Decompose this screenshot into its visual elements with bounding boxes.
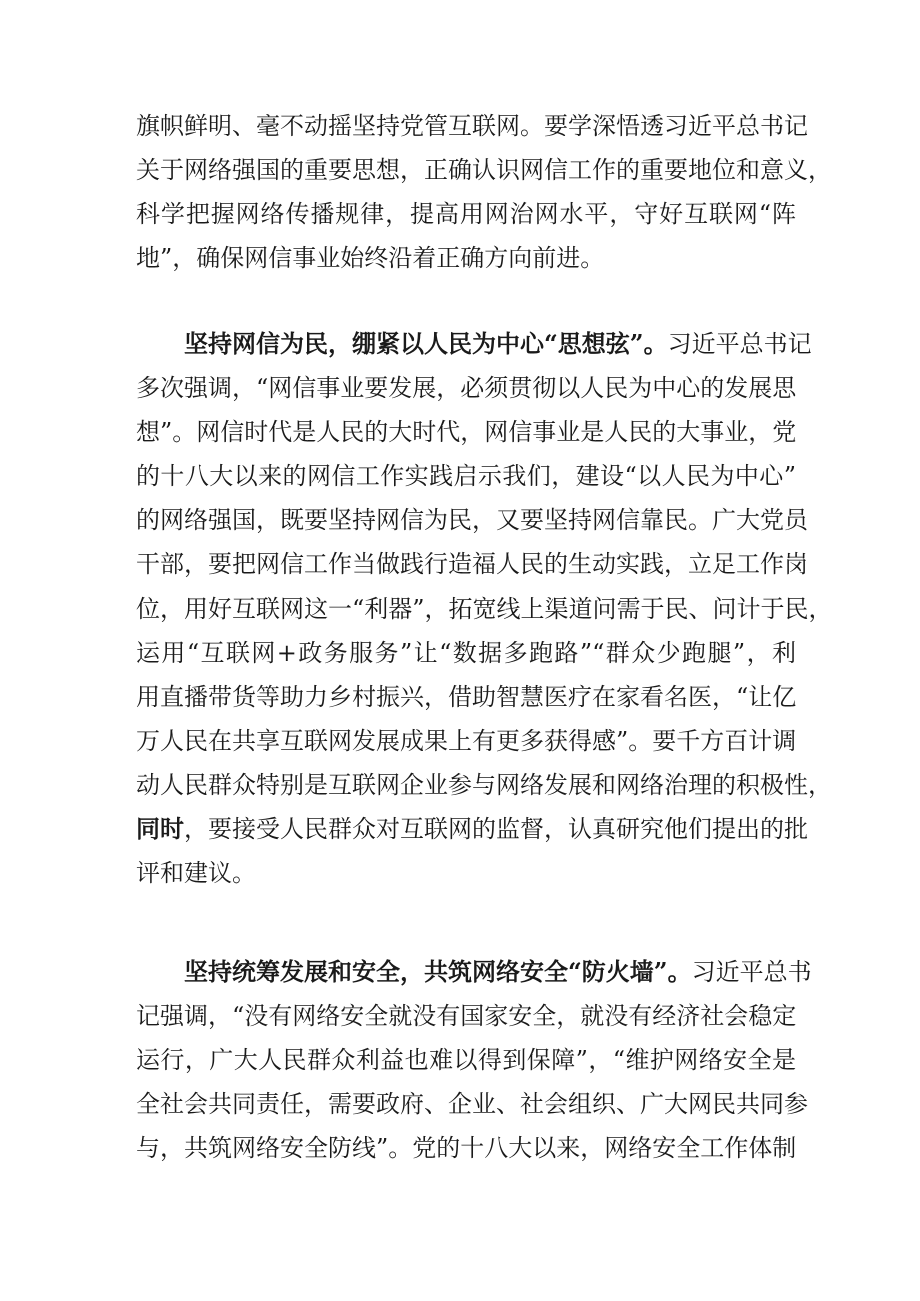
text-line: [136, 542, 808, 586]
bold-heading-text: 坚持统筹发展和安全，共筑网络安全“防火墙”。: [136, 957, 692, 986]
text-line: [136, 675, 796, 719]
body-text: 的十八大以来的网信工作实践启示我们，建设“以人民为中心”: [136, 462, 796, 491]
body-text: 多次强调，“网信事业要发展，必须贯彻以人民为中心的发展思: [136, 374, 797, 403]
text-line: [136, 498, 808, 542]
body-text: 的网络强国，既要坚持网信为民，又要坚持网信靠民。广大党员: [136, 506, 808, 535]
text-line: [136, 236, 796, 280]
text-line: [136, 587, 833, 631]
body-text: 运行，广大人民群众利益也难以得到保障”，“维护网络安全是: [136, 1046, 796, 1075]
text-line: [136, 631, 796, 675]
body-text: 旗帜鲜明、毫不动摇坚持党管互联网。要学深悟透习近平总书记: [136, 112, 808, 140]
body-text: 万人民在共享互联网发展成果上有更多获得感”。要千方百计调: [136, 726, 797, 755]
paragraph-serve-people: [136, 322, 833, 895]
text-line: [136, 1126, 796, 1170]
text-line: [136, 104, 808, 148]
text-line: [136, 763, 832, 807]
text-line: [136, 366, 796, 410]
body-text: 与，共筑网络安全防线”。党的十八大以来，网络安全工作体制: [136, 1134, 797, 1163]
bold-heading-text: 坚持网信为民，绷紧以人民为中心“思想弦”。: [136, 329, 668, 358]
body-text: 动人民群众特别是互联网企业参与网络发展和网络治理的积极性，: [136, 770, 832, 799]
body-text: 习近平总书记: [667, 330, 812, 358]
body-text: 用直播带货等助力乡村振兴，借助智慧医疗在家看名医，“让亿: [136, 682, 797, 711]
body-text: 评和建议。: [136, 859, 256, 888]
body-text: ，要接受人民群众对互联网的监督，认真研究他们提出的批: [184, 815, 808, 844]
paragraph-party-leadership: [136, 104, 832, 280]
paragraph-network-security: [136, 950, 812, 1170]
text-line: [136, 410, 796, 454]
body-text: 关于网络强国的重要思想，正确认识网信工作的重要地位和意义，: [136, 156, 832, 185]
text-line: [136, 192, 796, 236]
body-text: 想”。网信时代是人民的大时代，网信事业是人民的大事业，党: [136, 418, 797, 447]
body-text: 科学把握网络传播规律，提高用网治网水平，守好互联网“阵: [136, 200, 796, 229]
body-text: 全社会共同责任，需要政府、企业、社会组织、广大网民共同参: [136, 1090, 808, 1119]
body-text: 记强调，“没有网络安全就没有国家安全，就没有经济社会稳定: [136, 1002, 797, 1031]
text-line: [136, 1038, 796, 1082]
text-line: [136, 148, 832, 192]
bold-heading-text: 同时: [136, 814, 184, 844]
text-line: [136, 807, 808, 851]
text-line: [136, 454, 796, 498]
text-line: [136, 851, 796, 895]
text-line: [136, 322, 812, 366]
body-text: 干部，要把网信工作当做践行造福人民的生动实践，立足工作岗: [136, 550, 808, 579]
body-text: 地”，确保网信事业始终沿着正确方向前进。: [136, 244, 605, 273]
body-text: 位，用好互联网这一“利器”，拓宽线上渠道问需于民、问计于民，: [136, 594, 833, 623]
text-line: [136, 950, 812, 994]
text-line: [136, 994, 796, 1038]
body-text: 运用“互联网+政务服务”让“数据多跑路”“群众少跑腿”，利: [136, 638, 796, 667]
text-line: [136, 719, 796, 763]
body-text: 习近平总书: [691, 958, 812, 986]
text-line: [136, 1082, 808, 1126]
